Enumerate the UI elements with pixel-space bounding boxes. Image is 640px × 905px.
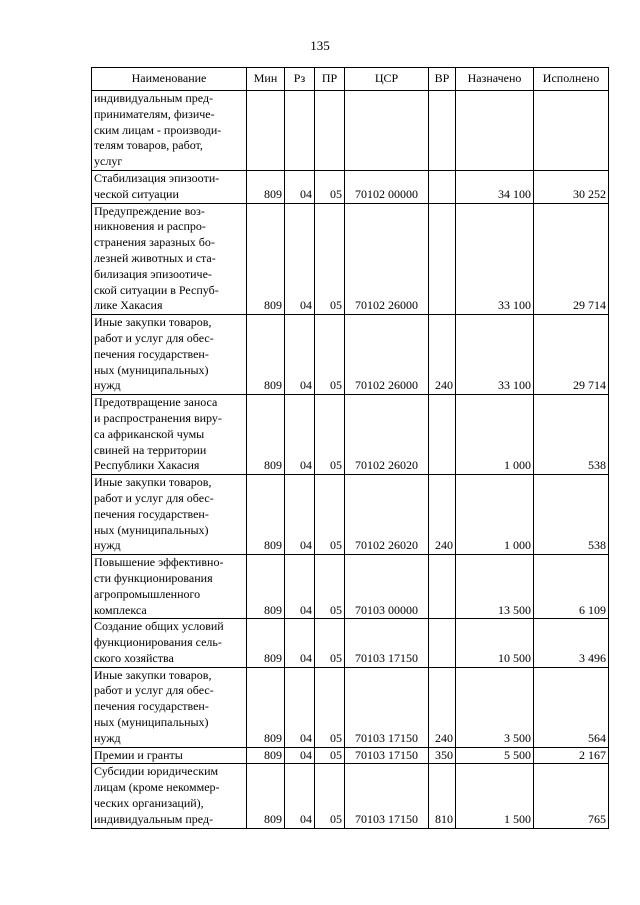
cell-executed: 6 109 <box>534 555 609 619</box>
cell-vr <box>429 395 456 475</box>
cell-name: Стабилизация эпизоoти- ческой ситуации <box>92 170 247 203</box>
cell-pr: 05 <box>315 555 345 619</box>
cell-pr: 05 <box>315 315 345 395</box>
cell-csr: 70103 17150 <box>345 764 429 828</box>
cell-assigned: 1 000 <box>456 475 534 555</box>
cell-rz: 04 <box>285 555 315 619</box>
cell-csr: 70102 26020 <box>345 395 429 475</box>
cell-min: 809 <box>247 555 285 619</box>
cell-min: 809 <box>247 170 285 203</box>
cell-rz: 04 <box>285 170 315 203</box>
table-row <box>92 395 609 475</box>
cell-pr: 05 <box>315 395 345 475</box>
cell-assigned: 5 500 <box>456 747 534 764</box>
cell-min: 809 <box>247 395 285 475</box>
cell-csr: 70102 26000 <box>345 203 429 315</box>
cell-assigned: 33 100 <box>456 315 534 395</box>
cell-rz: 04 <box>285 619 315 667</box>
cell-csr: 70102 00000 <box>345 170 429 203</box>
cell-rz: 04 <box>285 315 315 395</box>
cell-executed: 538 <box>534 395 609 475</box>
cell-rz: 04 <box>285 203 315 315</box>
col-header-name: Наименование <box>92 68 247 91</box>
cell-assigned: 1 000 <box>456 395 534 475</box>
table-row <box>92 170 609 203</box>
cell-name: Иные закупки товаров, работ и услуг для обес- печения государствен- ных (муниципальных) нужд <box>92 475 247 555</box>
cell-executed: 3 496 <box>534 619 609 667</box>
cell-min: 809 <box>247 764 285 828</box>
table-row <box>92 667 609 747</box>
cell-name: Иные закупки товаров, работ и услуг для обес- печения государствен- ных (муниципальных) нужд <box>92 315 247 395</box>
cell-name: Предотвращение заноса и распространения виру- са африканской чумы свиней на территории Республики Хакасия <box>92 395 247 475</box>
table-row <box>92 475 609 555</box>
cell-pr: 05 <box>315 764 345 828</box>
table-row <box>92 315 609 395</box>
cell-name: Создание общих условий функционирования сель- ского хозяйства <box>92 619 247 667</box>
cell-executed: 765 <box>534 764 609 828</box>
col-header-vr: ВР <box>429 68 456 91</box>
cell-rz <box>285 91 315 171</box>
cell-executed: 29 714 <box>534 203 609 315</box>
cell-assigned: 34 100 <box>456 170 534 203</box>
cell-pr: 05 <box>315 747 345 764</box>
cell-vr: 810 <box>429 764 456 828</box>
cell-vr: 240 <box>429 315 456 395</box>
cell-vr <box>429 555 456 619</box>
cell-assigned: 13 500 <box>456 555 534 619</box>
table-row <box>92 203 609 315</box>
cell-vr <box>429 91 456 171</box>
col-header-min: Мин <box>247 68 285 91</box>
cell-rz: 04 <box>285 667 315 747</box>
cell-pr: 05 <box>315 619 345 667</box>
cell-assigned <box>456 91 534 171</box>
table-row <box>92 91 609 171</box>
cell-pr: 05 <box>315 475 345 555</box>
cell-name: Премии и гранты <box>92 747 247 764</box>
cell-rz: 04 <box>285 747 315 764</box>
col-header-pr: ПР <box>315 68 345 91</box>
table-row <box>92 619 609 667</box>
table-row <box>92 747 609 764</box>
cell-executed: 29 714 <box>534 315 609 395</box>
cell-min <box>247 91 285 171</box>
cell-vr <box>429 170 456 203</box>
cell-min: 809 <box>247 203 285 315</box>
cell-rz: 04 <box>285 395 315 475</box>
cell-executed <box>534 91 609 171</box>
cell-pr: 05 <box>315 203 345 315</box>
cell-assigned: 1 500 <box>456 764 534 828</box>
cell-csr: 70102 26020 <box>345 475 429 555</box>
cell-vr <box>429 203 456 315</box>
cell-vr: 240 <box>429 475 456 555</box>
cell-pr <box>315 91 345 171</box>
cell-min: 809 <box>247 619 285 667</box>
cell-rz: 04 <box>285 764 315 828</box>
cell-csr: 70103 17150 <box>345 747 429 764</box>
cell-executed: 564 <box>534 667 609 747</box>
cell-pr: 05 <box>315 667 345 747</box>
cell-vr <box>429 619 456 667</box>
cell-name: Предупреждение воз- никновения и распро- странения заразных бо- лезней животных и ста- билизация эпизоотиче- ской ситуации в Респуб- лике Хакасия <box>92 203 247 315</box>
budget-table <box>91 67 609 829</box>
table-row <box>92 555 609 619</box>
cell-csr <box>345 91 429 171</box>
cell-name: индивидуальным пред- принимателям, физиче- ским лицам - производи- телям товаров, работ, услуг <box>92 91 247 171</box>
header-row <box>92 68 609 91</box>
cell-assigned: 10 500 <box>456 619 534 667</box>
col-header-csr: ЦСР <box>345 68 429 91</box>
col-header-assigned: Назначено <box>456 68 534 91</box>
cell-csr: 70103 00000 <box>345 555 429 619</box>
cell-executed: 2 167 <box>534 747 609 764</box>
cell-assigned: 33 100 <box>456 203 534 315</box>
table-body <box>92 91 609 829</box>
cell-executed: 538 <box>534 475 609 555</box>
cell-csr: 70103 17150 <box>345 667 429 747</box>
cell-executed: 30 252 <box>534 170 609 203</box>
cell-vr: 350 <box>429 747 456 764</box>
col-header-rz: Рз <box>285 68 315 91</box>
cell-min: 809 <box>247 747 285 764</box>
table-row <box>92 764 609 828</box>
cell-name: Повышение эффективно- сти функционирования агропромышленного комплекса <box>92 555 247 619</box>
cell-min: 809 <box>247 667 285 747</box>
cell-csr: 70102 26000 <box>345 315 429 395</box>
cell-rz: 04 <box>285 475 315 555</box>
cell-assigned: 3 500 <box>456 667 534 747</box>
col-header-executed: Исполнено <box>534 68 609 91</box>
cell-min: 809 <box>247 315 285 395</box>
cell-name: Иные закупки товаров, работ и услуг для обес- печения государствен- ных (муниципальных) нужд <box>92 667 247 747</box>
cell-csr: 70103 17150 <box>345 619 429 667</box>
page-number: 135 <box>310 38 330 53</box>
cell-vr: 240 <box>429 667 456 747</box>
cell-pr: 05 <box>315 170 345 203</box>
cell-name: Субсидии юридическим лицам (кроме некоммер- ческих организаций), индивидуальным пред- <box>92 764 247 828</box>
cell-min: 809 <box>247 475 285 555</box>
